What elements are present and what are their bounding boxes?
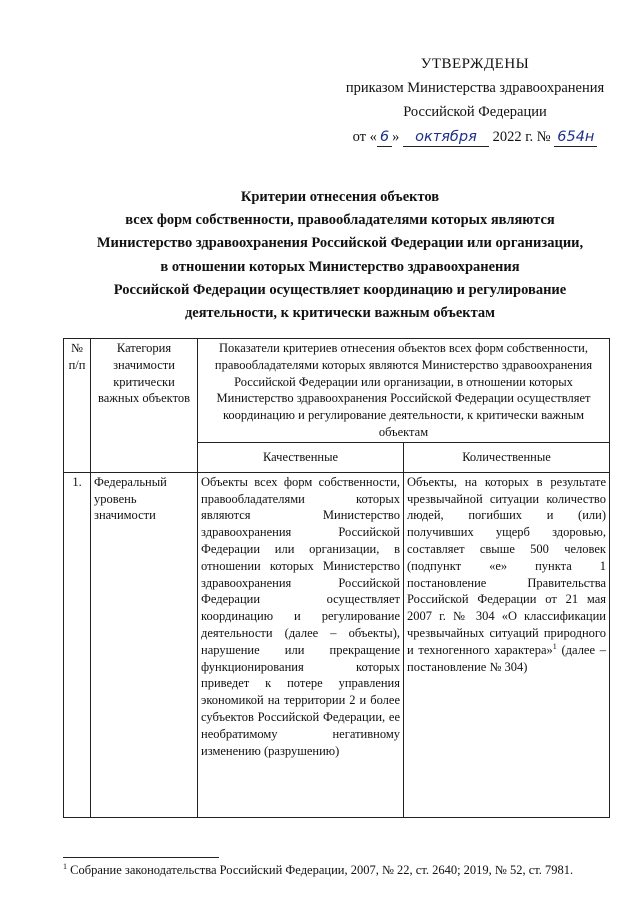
approval-line-2: Российской Федерации: [403, 104, 547, 120]
table-header-row: [64, 339, 610, 443]
row-quantitative: [404, 472, 610, 817]
footnote: [63, 862, 623, 878]
date-year: 2022 г. №: [492, 129, 551, 145]
row-qualitative: Объекты всех форм собственности, правообладателями которых являются Министерство здравоохранения Российской Федерации или организации, в отношении которых Министерство здравоохранения Российской Федерации осуществляет координацию и регулирование деятельности (далее – объекты), нарушение или прекращение функционирования которых приведет к потере управления экономикой на территории 2 и более субъектов Российской Федерации, ее необратимому негативному изменению (разрушению): [198, 472, 404, 817]
date-day-suffix: »: [392, 129, 400, 145]
title-line: всех форм собственности, правообладателями которых являются: [125, 212, 555, 229]
header-indicators: Показатели критериев отнесения объектов всех форм собственности, правообладателями которых являются Министерство здравоохранения Российской Федерации или организации, в отношении которых Министерство здравоохранения Российской Федерации осуществляет координацию и регулирование деятельности, к критически важным объектам: [198, 339, 610, 443]
row-category: Федеральный уровень значимости: [91, 472, 198, 817]
footnote-ref: 1: [552, 641, 557, 651]
row-num: 1.: [64, 472, 91, 817]
approval-block: [330, 52, 620, 149]
approval-date-line: [330, 125, 620, 149]
header-qualitative: Качественные: [198, 442, 404, 472]
date-prefix: от «: [352, 129, 377, 145]
quantitative-text: Объекты, на которых в результате чрезвычайной ситуации количество людей, погибших и (или) получивших ущерб здоровью, составляет свыше 500 человек (подпункт «е» пункта 1 постановление Правительства Российской Федерации от 21 мая 2007 г. № 304 «О классификации чрезвычайных ситуаций природного и техногенного характера»: [407, 474, 606, 657]
title-line: деятельности, к критически важным объектам: [184, 305, 496, 322]
footnote-mark: 1: [63, 861, 67, 871]
quantitative-tail: (далее – постановление № 304): [407, 642, 606, 674]
header-quantitative: Количественные: [404, 442, 610, 472]
title-line: Российской Федерации осуществляет координацию и регулирование: [113, 281, 567, 298]
handwritten-month: октября: [403, 128, 489, 147]
title-line: Критерии отнесения объектов: [240, 189, 440, 205]
handwritten-day: 6: [377, 128, 392, 147]
header-category: Категория значимости критически важных объектов: [91, 339, 198, 473]
approval-line-1: приказом Министерства здравоохранения: [345, 80, 605, 96]
title-line: Министерство здравоохранения Российской Федерации или организации,: [96, 235, 584, 252]
criteria-table: [63, 338, 610, 818]
header-num: № п/п: [64, 339, 91, 473]
title-line: в отношении которых Министерство здравоохранения: [160, 258, 520, 275]
footnote-divider: [63, 857, 219, 858]
footnote-text: Собрание законодательства Российский Федерации, 2007, № 22, ст. 2640; 2019, № 52, ст. 7981.: [67, 863, 574, 877]
document-title: [60, 186, 620, 325]
approval-heading: УТВЕРЖДЕНЫ: [420, 56, 530, 72]
handwritten-number: 654н: [554, 128, 597, 147]
table-row: [64, 472, 610, 817]
